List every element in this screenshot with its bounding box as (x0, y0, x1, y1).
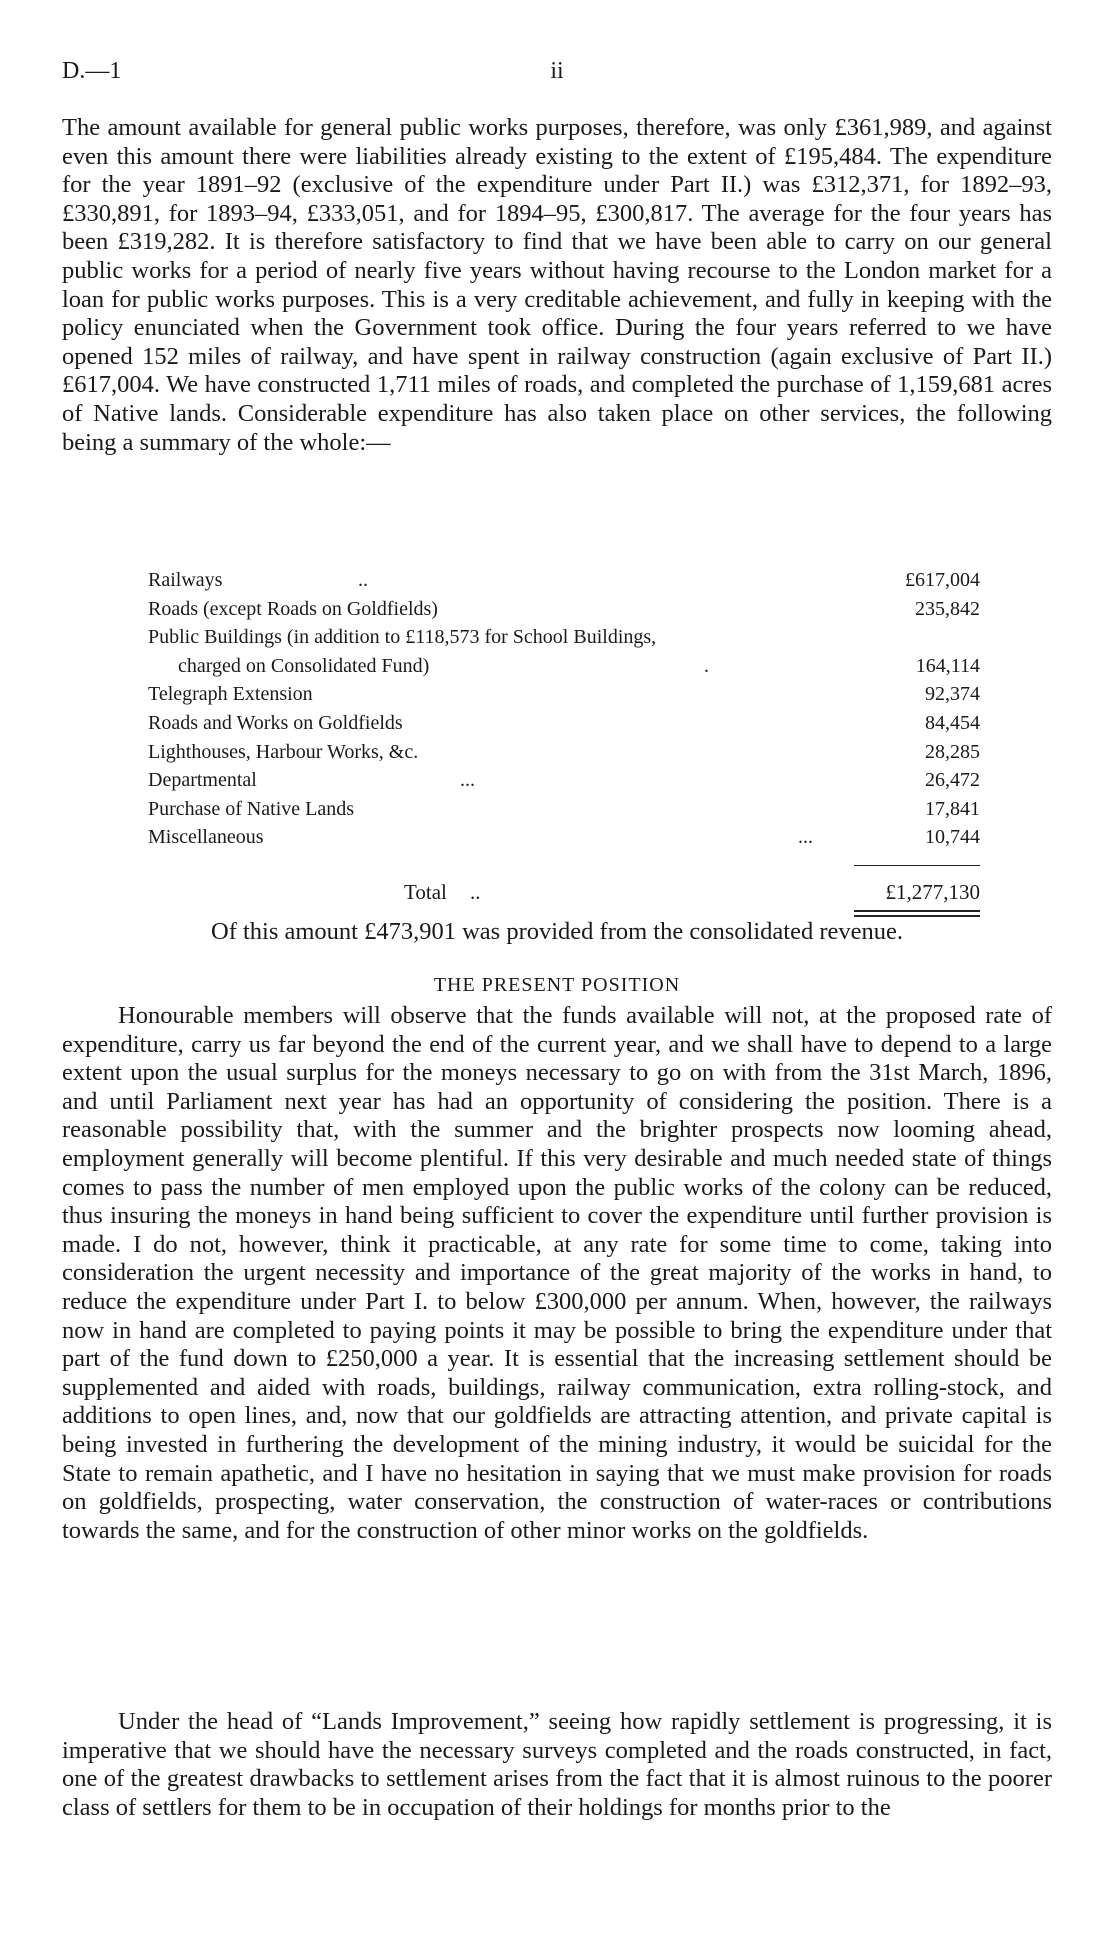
table-row-railways (148, 566, 980, 595)
total-leader-dots: .. (470, 880, 481, 904)
row-label: Railways (148, 569, 223, 591)
table-row-roads (148, 595, 980, 624)
total-amount: £1,277,130 (885, 880, 980, 904)
row-amount: 235,842 (915, 597, 980, 620)
total-double-rule-2 (854, 915, 980, 917)
table-row-telegraph (148, 680, 980, 709)
row-label: Miscellaneous (148, 826, 264, 849)
row-leader-dots: ... (798, 826, 813, 849)
row-label: Public Buildings (in addition to £118,573 for School Buildings, (148, 626, 657, 649)
row-leader-dots: . (704, 654, 709, 677)
expenditure-summary-table (148, 566, 980, 852)
table-row-lighthouses (148, 738, 980, 767)
row-amount: £617,004 (905, 569, 980, 591)
row-label: Purchase of Native Lands (148, 797, 355, 820)
row-leader-dots: ... (460, 769, 475, 792)
document-reference: D.—1 (62, 58, 122, 84)
total-label: Total (404, 880, 447, 904)
row-label: Telegraph Extension (148, 683, 313, 706)
total-rule-top (854, 865, 980, 866)
table-row-public-buildings (148, 623, 980, 652)
row-amount: 164,114 (915, 654, 980, 677)
consolidated-revenue-note: Of this amount £473,901 was provided from the consolidated revenue. (211, 918, 903, 945)
row-amount: 26,472 (925, 769, 980, 792)
section-heading: THE PRESENT POSITION (433, 974, 681, 996)
row-amount: 10,744 (925, 826, 980, 849)
table-row-native-lands (148, 795, 980, 824)
row-amount: 92,374 (925, 683, 980, 706)
row-label: Departmental (148, 769, 257, 792)
row-label: Roads (except Roads on Goldfields) (148, 597, 438, 620)
row-leader-dots: .. (358, 569, 368, 591)
table-total-row (148, 880, 980, 910)
table-row-goldfields (148, 709, 980, 738)
page-header (62, 58, 1052, 88)
table-row-public-buildings-cont (148, 652, 980, 681)
total-double-rule-1 (854, 910, 980, 912)
row-amount: 84,454 (925, 711, 980, 734)
table-row-departmental (148, 766, 980, 795)
row-amount: 17,841 (925, 797, 980, 820)
page-number: ii (550, 58, 564, 84)
present-position-paragraph: Honourable members will observe that the funds available will not, at the proposed rate of expenditure, carry us far beyond the end of the current year, and we shall have to depend to a large extent upon the usual surplus for the moneys necessary to go on with from the 31st March, 1896, and until Parliament next year has had an opportunity of considering the position. There is a reasonable possibility that, with the summer and the brighter prospects now looming ahead, employment generally will become plentiful. If this very desirable and much needed state of things comes to pass the number of men employed upon the public works of the colony can be reduced, thus insuring the moneys in hand being sufficient to cover the expenditure until further provision is made. I do not, however, think it practicable, at any rate for some time to come, taking into consideration the urgent necessity and importance of the great majority of the works in hand, to reduce the expenditure under Part I. to below £300,000 per annum. When, however, the railways now in hand are completed to paying points it may be possible to bring the expenditure under that part of the fund down to £250,000 a year. It is essential that the increasing settlement should be supplemented and aided with roads, buildings, railway communication, extra rolling-stock, and additions to open lines, and, now that our goldfields are attracting attention, and private capital is being invested in furthering the development of the mining industry, it would be suicidal for the State to remain apathetic, and I have no hesitation in saying that we must make provision for roads on goldfields, prospecting, water conservation, the construction of water-races or contributions towards the same, and for the construction of other minor works on the goldfields. (62, 1002, 1052, 1544)
intro-paragraph: The amount available for general public works purposes, therefore, was only £361,989, and against even this amount there were liabilities already existing to the extent of £195,484. The expenditure for the year 1891–92 (exclusive of the expenditure under Part II.) was £312,371, for 1892–93, £330,891, for 1893–94, £333,051, and for 1894–95, £300,817. The average for the four years has been £319,282. It is therefore satisfactory to find that we have been able to carry on our general public works for a period of nearly five years without having recourse to the London market for a loan for public works purposes. This is a very creditable achievement, and fully in keeping with the policy enunciated when the Government took office. During the four years referred to we have opened 152 miles of railway, and have spent in railway construction (again exclusive of Part II.) £617,004. We have constructed 1,711 miles of roads, and completed the purchase of 1,159,681 acres of Native lands. Considerable expenditure has also taken place on other services, the following being a summary of the whole:— (62, 114, 1052, 456)
row-label: charged on Consolidated Fund) (178, 654, 430, 677)
row-label: Roads and Works on Goldfields (148, 711, 403, 734)
table-row-miscellaneous (148, 823, 980, 852)
row-amount: 28,285 (925, 740, 980, 763)
lands-improvement-paragraph: Under the head of “Lands Improvement,” seeing how rapidly settlement is progressing, it is imperative that we should have the necessary surveys completed and the roads constructed, in fact, one of the greatest drawbacks to settlement arises from the fact that it is almost ruinous to the poorer class of settlers for them to be in occupation of their holdings for months prior to the (62, 1708, 1052, 1821)
row-label: Lighthouses, Harbour Works, &c. (148, 740, 419, 763)
